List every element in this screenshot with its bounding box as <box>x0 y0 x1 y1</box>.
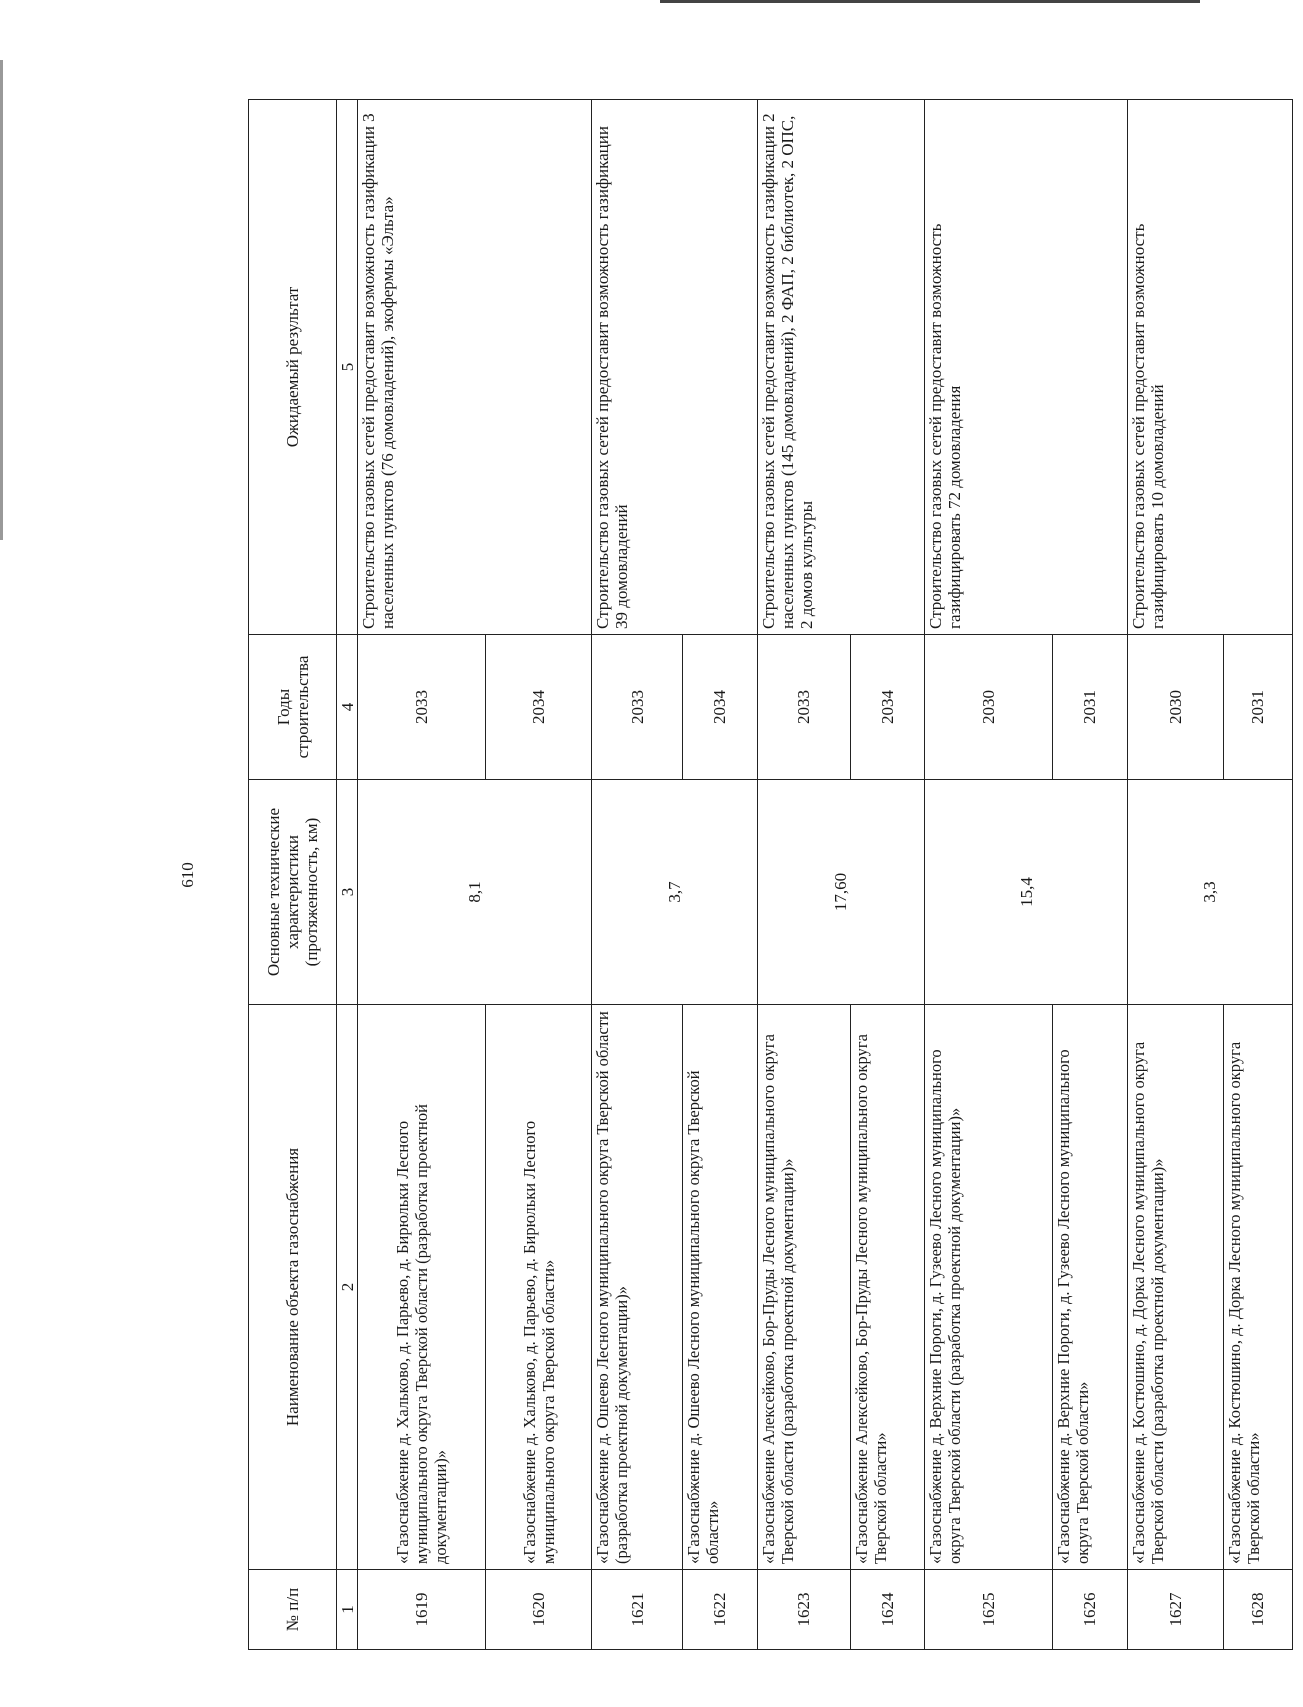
length-value: 8,1 <box>358 780 592 1005</box>
year-value: 2033 <box>592 635 683 780</box>
expected-result: Строительство газовых сетей предоставит возможность газифицировать 72 домовладения <box>925 100 1127 635</box>
row-number: 1627 <box>1127 1570 1223 1650</box>
expected-result: Строительство газовых сетей предоставит возможность газификации 3 населенных пунктов (76 домовладений), экофермы «Эльта» <box>358 100 592 635</box>
length-value: 17,60 <box>757 780 925 1005</box>
row-number: 1620 <box>485 1570 592 1650</box>
object-name: «Газоснабжение д. Ошеево Лесного муниципального округа Тверской области» <box>682 1005 757 1570</box>
table-row <box>757 100 850 1650</box>
header-tech-characteristics: Основные технические характеристики (протяженность, км) <box>249 780 337 1005</box>
year-value: 2031 <box>1053 635 1128 780</box>
column-number: 3 <box>337 780 358 1005</box>
length-value: 3,7 <box>592 780 757 1005</box>
scan-artifact-top-right <box>660 0 1200 3</box>
header-object-name: Наименование объекта газоснабжения <box>249 1005 337 1570</box>
table-row <box>358 100 486 1650</box>
year-value: 2030 <box>1127 635 1223 780</box>
header-number: № п/п <box>249 1570 337 1650</box>
length-value: 15,4 <box>925 780 1127 1005</box>
row-number: 1622 <box>682 1570 757 1650</box>
length-value: 3,3 <box>1127 780 1292 1005</box>
rotated-page <box>178 100 1303 1650</box>
row-number: 1628 <box>1223 1570 1292 1650</box>
row-number: 1625 <box>925 1570 1053 1650</box>
row-number: 1623 <box>757 1570 850 1650</box>
object-name: «Газоснабжение Алексейково, Бор-Пруды Лесного муниципального округа Тверской области (разработка проектной документации)» <box>757 1005 850 1570</box>
year-value: 2031 <box>1223 635 1292 780</box>
scan-artifact-left-edge <box>0 60 3 540</box>
year-value: 2034 <box>485 635 592 780</box>
object-name: «Газоснабжение д. Костюшино, д. Дорка Лесного муниципального округа Тверской области» <box>1223 1005 1292 1570</box>
expected-result: Строительство газовых сетей предоставит возможность газификации 2 населенных пунктов (145 домовладений), 2 ФАП, 2 библиотек, 2 ОПС, 2 домов культуры <box>757 100 925 635</box>
column-number: 5 <box>337 100 358 635</box>
row-number: 1621 <box>592 1570 683 1650</box>
object-name: «Газоснабжение д. Хальково, д. Парьево, д. Бирюльки Лесного муниципального округа Тверской области (разработка проектной документации)» <box>358 1005 486 1570</box>
object-name: «Газоснабжение д. Верхние Пороги, д. Гузеево Лесного муниципального округа Тверской области (разработка проектной документации)» <box>925 1005 1053 1570</box>
object-name: «Газоснабжение д. Ошеево Лесного муниципального округа Тверской области (разработка проектной документации)» <box>592 1005 683 1570</box>
year-value: 2033 <box>358 635 486 780</box>
object-name: «Газоснабжение д. Костюшино, д. Дорка Лесного муниципального округа Тверской области (разработка проектной документации)» <box>1127 1005 1223 1570</box>
page-number: 610 <box>178 862 197 888</box>
table-row <box>592 100 683 1650</box>
column-number: 2 <box>337 1005 358 1570</box>
expected-result: Строительство газовых сетей предоставит возможность газифицировать 10 домовладений <box>1127 100 1292 635</box>
year-value: 2033 <box>757 635 850 780</box>
year-value: 2034 <box>682 635 757 780</box>
row-number: 1624 <box>850 1570 925 1650</box>
table-row <box>925 100 1053 1650</box>
object-name: «Газоснабжение д. Верхние Пороги, д. Гузеево Лесного муниципального округа Тверской области» <box>1053 1005 1128 1570</box>
expected-result: Строительство газовых сетей предоставит возможность газификации 39 домовладений <box>592 100 757 635</box>
object-name: «Газоснабжение д. Хальково, д. Парьево, д. Бирюльки Лесного муниципального округа Тверской области» <box>485 1005 592 1570</box>
column-number: 1 <box>337 1570 358 1650</box>
year-value: 2030 <box>925 635 1053 780</box>
header-years: Годы строительства <box>249 635 337 780</box>
object-name: «Газоснабжение Алексейково, Бор-Пруды Лесного муниципального округа Тверской области» <box>850 1005 925 1570</box>
table-row <box>1127 100 1223 1650</box>
gas-supply-table <box>248 99 1293 1650</box>
column-number-row <box>337 100 358 1650</box>
header-expected-result: Ожидаемый результат <box>249 100 337 635</box>
year-value: 2034 <box>850 635 925 780</box>
row-number: 1626 <box>1053 1570 1128 1650</box>
column-number: 4 <box>337 635 358 780</box>
row-number: 1619 <box>358 1570 486 1650</box>
header-row <box>249 100 337 1650</box>
